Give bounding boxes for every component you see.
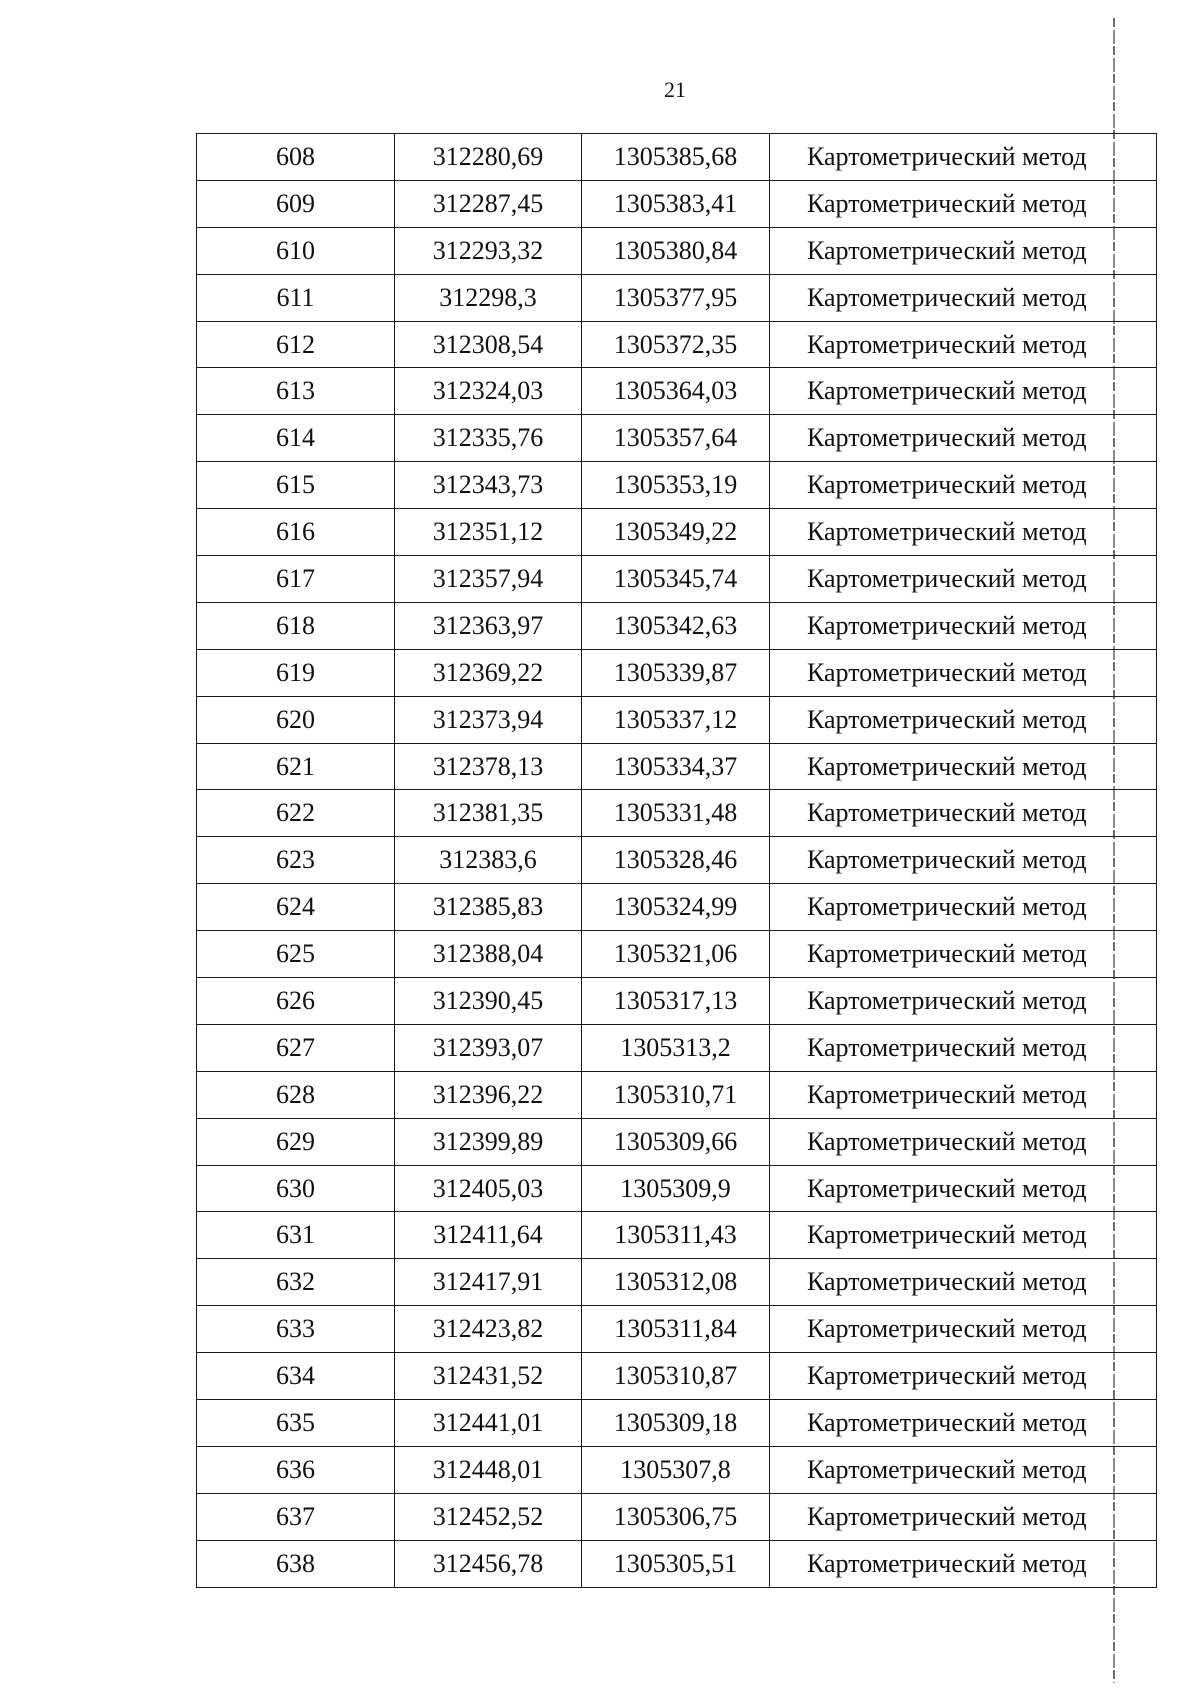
point-number-cell: 615: [197, 462, 395, 509]
x-coordinate-cell: 312363,97: [395, 602, 582, 649]
point-number-cell: 638: [197, 1540, 395, 1587]
y-coordinate-cell: 1305372,35: [582, 321, 770, 368]
point-number-cell: 624: [197, 884, 395, 931]
table-row: [197, 1446, 1157, 1493]
table-row: [197, 509, 1157, 556]
y-coordinate-cell: 1305305,51: [582, 1540, 770, 1587]
y-coordinate-cell: 1305328,46: [582, 837, 770, 884]
table-row: [197, 1400, 1157, 1447]
x-coordinate-cell: 312456,78: [395, 1540, 582, 1587]
method-cell: Картометрический метод: [770, 884, 1157, 931]
method-cell: Картометрический метод: [770, 556, 1157, 603]
y-coordinate-cell: 1305380,84: [582, 227, 770, 274]
point-number-cell: 635: [197, 1400, 395, 1447]
point-number-cell: 614: [197, 415, 395, 462]
y-coordinate-cell: 1305337,12: [582, 696, 770, 743]
y-coordinate-cell: 1305334,37: [582, 743, 770, 790]
point-number-cell: 622: [197, 790, 395, 837]
x-coordinate-cell: 312381,35: [395, 790, 582, 837]
table-row: [197, 1353, 1157, 1400]
method-cell: Картометрический метод: [770, 462, 1157, 509]
point-number-cell: 625: [197, 931, 395, 978]
method-cell: Картометрический метод: [770, 227, 1157, 274]
point-number-cell: 632: [197, 1259, 395, 1306]
point-number-cell: 633: [197, 1306, 395, 1353]
x-coordinate-cell: 312351,12: [395, 509, 582, 556]
x-coordinate-cell: 312287,45: [395, 180, 582, 227]
point-number-cell: 616: [197, 509, 395, 556]
method-cell: Картометрический метод: [770, 321, 1157, 368]
x-coordinate-cell: 312280,69: [395, 134, 582, 181]
y-coordinate-cell: 1305312,08: [582, 1259, 770, 1306]
y-coordinate-cell: 1305309,66: [582, 1118, 770, 1165]
table-row: [197, 462, 1157, 509]
y-coordinate-cell: 1305364,03: [582, 368, 770, 415]
table-body: [197, 134, 1157, 1588]
y-coordinate-cell: 1305331,48: [582, 790, 770, 837]
method-cell: Картометрический метод: [770, 1400, 1157, 1447]
point-number-cell: 608: [197, 134, 395, 181]
table-row: [197, 837, 1157, 884]
method-cell: Картометрический метод: [770, 1118, 1157, 1165]
point-number-cell: 618: [197, 602, 395, 649]
method-cell: Картометрический метод: [770, 1024, 1157, 1071]
method-cell: Картометрический метод: [770, 274, 1157, 321]
y-coordinate-cell: 1305324,99: [582, 884, 770, 931]
x-coordinate-cell: 312448,01: [395, 1446, 582, 1493]
point-number-cell: 627: [197, 1024, 395, 1071]
x-coordinate-cell: 312335,76: [395, 415, 582, 462]
y-coordinate-cell: 1305339,87: [582, 649, 770, 696]
method-cell: Картометрический метод: [770, 1493, 1157, 1540]
method-cell: Картометрический метод: [770, 1306, 1157, 1353]
x-coordinate-cell: 312390,45: [395, 978, 582, 1025]
method-cell: Картометрический метод: [770, 180, 1157, 227]
x-coordinate-cell: 312385,83: [395, 884, 582, 931]
point-number-cell: 628: [197, 1071, 395, 1118]
point-number-cell: 613: [197, 368, 395, 415]
y-coordinate-cell: 1305310,87: [582, 1353, 770, 1400]
table-row: [197, 696, 1157, 743]
method-cell: Картометрический метод: [770, 1071, 1157, 1118]
table-row: [197, 1165, 1157, 1212]
table-row: [197, 227, 1157, 274]
point-number-cell: 631: [197, 1212, 395, 1259]
method-cell: Картометрический метод: [770, 509, 1157, 556]
y-coordinate-cell: 1305309,9: [582, 1165, 770, 1212]
table-row: [197, 1540, 1157, 1587]
y-coordinate-cell: 1305311,43: [582, 1212, 770, 1259]
table-row: [197, 1212, 1157, 1259]
method-cell: Картометрический метод: [770, 602, 1157, 649]
table-row: [197, 743, 1157, 790]
point-number-cell: 610: [197, 227, 395, 274]
table-row: [197, 1024, 1157, 1071]
y-coordinate-cell: 1305306,75: [582, 1493, 770, 1540]
point-number-cell: 612: [197, 321, 395, 368]
x-coordinate-cell: 312378,13: [395, 743, 582, 790]
x-coordinate-cell: 312452,52: [395, 1493, 582, 1540]
x-coordinate-cell: 312405,03: [395, 1165, 582, 1212]
y-coordinate-cell: 1305317,13: [582, 978, 770, 1025]
page-number: 21: [664, 77, 686, 102]
method-cell: Картометрический метод: [770, 696, 1157, 743]
x-coordinate-cell: 312298,3: [395, 274, 582, 321]
method-cell: Картометрический метод: [770, 931, 1157, 978]
point-number-cell: 617: [197, 556, 395, 603]
method-cell: Картометрический метод: [770, 1259, 1157, 1306]
y-coordinate-cell: 1305345,74: [582, 556, 770, 603]
point-number-cell: 623: [197, 837, 395, 884]
x-coordinate-cell: 312396,22: [395, 1071, 582, 1118]
x-coordinate-cell: 312343,73: [395, 462, 582, 509]
table-row: [197, 978, 1157, 1025]
method-cell: Картометрический метод: [770, 415, 1157, 462]
table-row: [197, 274, 1157, 321]
table-row: [197, 368, 1157, 415]
y-coordinate-cell: 1305310,71: [582, 1071, 770, 1118]
table-row: [197, 649, 1157, 696]
x-coordinate-cell: 312388,04: [395, 931, 582, 978]
table-row: [197, 790, 1157, 837]
y-coordinate-cell: 1305313,2: [582, 1024, 770, 1071]
point-number-cell: 621: [197, 743, 395, 790]
method-cell: Картометрический метод: [770, 1212, 1157, 1259]
x-coordinate-cell: 312369,22: [395, 649, 582, 696]
method-cell: Картометрический метод: [770, 790, 1157, 837]
y-coordinate-cell: 1305321,06: [582, 931, 770, 978]
method-cell: Картометрический метод: [770, 1446, 1157, 1493]
x-coordinate-cell: 312431,52: [395, 1353, 582, 1400]
x-coordinate-cell: 312411,64: [395, 1212, 582, 1259]
point-number-cell: 620: [197, 696, 395, 743]
point-number-cell: 629: [197, 1118, 395, 1165]
table-row: [197, 602, 1157, 649]
x-coordinate-cell: 312324,03: [395, 368, 582, 415]
y-coordinate-cell: 1305311,84: [582, 1306, 770, 1353]
table-row: [197, 1493, 1157, 1540]
y-coordinate-cell: 1305357,64: [582, 415, 770, 462]
x-coordinate-cell: 312441,01: [395, 1400, 582, 1447]
x-coordinate-cell: 312357,94: [395, 556, 582, 603]
coordinates-table: [196, 133, 1157, 1588]
y-coordinate-cell: 1305353,19: [582, 462, 770, 509]
y-coordinate-cell: 1305307,8: [582, 1446, 770, 1493]
point-number-cell: 609: [197, 180, 395, 227]
x-coordinate-cell: 312293,32: [395, 227, 582, 274]
x-coordinate-cell: 312417,91: [395, 1259, 582, 1306]
point-number-cell: 634: [197, 1353, 395, 1400]
point-number-cell: 611: [197, 274, 395, 321]
point-number-cell: 630: [197, 1165, 395, 1212]
table-row: [197, 1071, 1157, 1118]
table-row: [197, 884, 1157, 931]
point-number-cell: 619: [197, 649, 395, 696]
method-cell: Картометрический метод: [770, 134, 1157, 181]
table-row: [197, 134, 1157, 181]
table-row: [197, 180, 1157, 227]
table-row: [197, 415, 1157, 462]
table-row: [197, 1306, 1157, 1353]
table-row: [197, 1118, 1157, 1165]
method-cell: Картометрический метод: [770, 1165, 1157, 1212]
method-cell: Картометрический метод: [770, 743, 1157, 790]
method-cell: Картометрический метод: [770, 368, 1157, 415]
table-row: [197, 556, 1157, 603]
table-row: [197, 321, 1157, 368]
method-cell: Картометрический метод: [770, 837, 1157, 884]
x-coordinate-cell: 312308,54: [395, 321, 582, 368]
y-coordinate-cell: 1305309,18: [582, 1400, 770, 1447]
table-row: [197, 931, 1157, 978]
point-number-cell: 626: [197, 978, 395, 1025]
x-coordinate-cell: 312393,07: [395, 1024, 582, 1071]
table-row: [197, 1259, 1157, 1306]
x-coordinate-cell: 312383,6: [395, 837, 582, 884]
y-coordinate-cell: 1305385,68: [582, 134, 770, 181]
y-coordinate-cell: 1305383,41: [582, 180, 770, 227]
y-coordinate-cell: 1305342,63: [582, 602, 770, 649]
method-cell: Картометрический метод: [770, 1353, 1157, 1400]
method-cell: Картометрический метод: [770, 1540, 1157, 1587]
method-cell: Картометрический метод: [770, 978, 1157, 1025]
x-coordinate-cell: 312373,94: [395, 696, 582, 743]
point-number-cell: 637: [197, 1493, 395, 1540]
x-coordinate-cell: 312399,89: [395, 1118, 582, 1165]
point-number-cell: 636: [197, 1446, 395, 1493]
y-coordinate-cell: 1305349,22: [582, 509, 770, 556]
method-cell: Картометрический метод: [770, 649, 1157, 696]
y-coordinate-cell: 1305377,95: [582, 274, 770, 321]
x-coordinate-cell: 312423,82: [395, 1306, 582, 1353]
